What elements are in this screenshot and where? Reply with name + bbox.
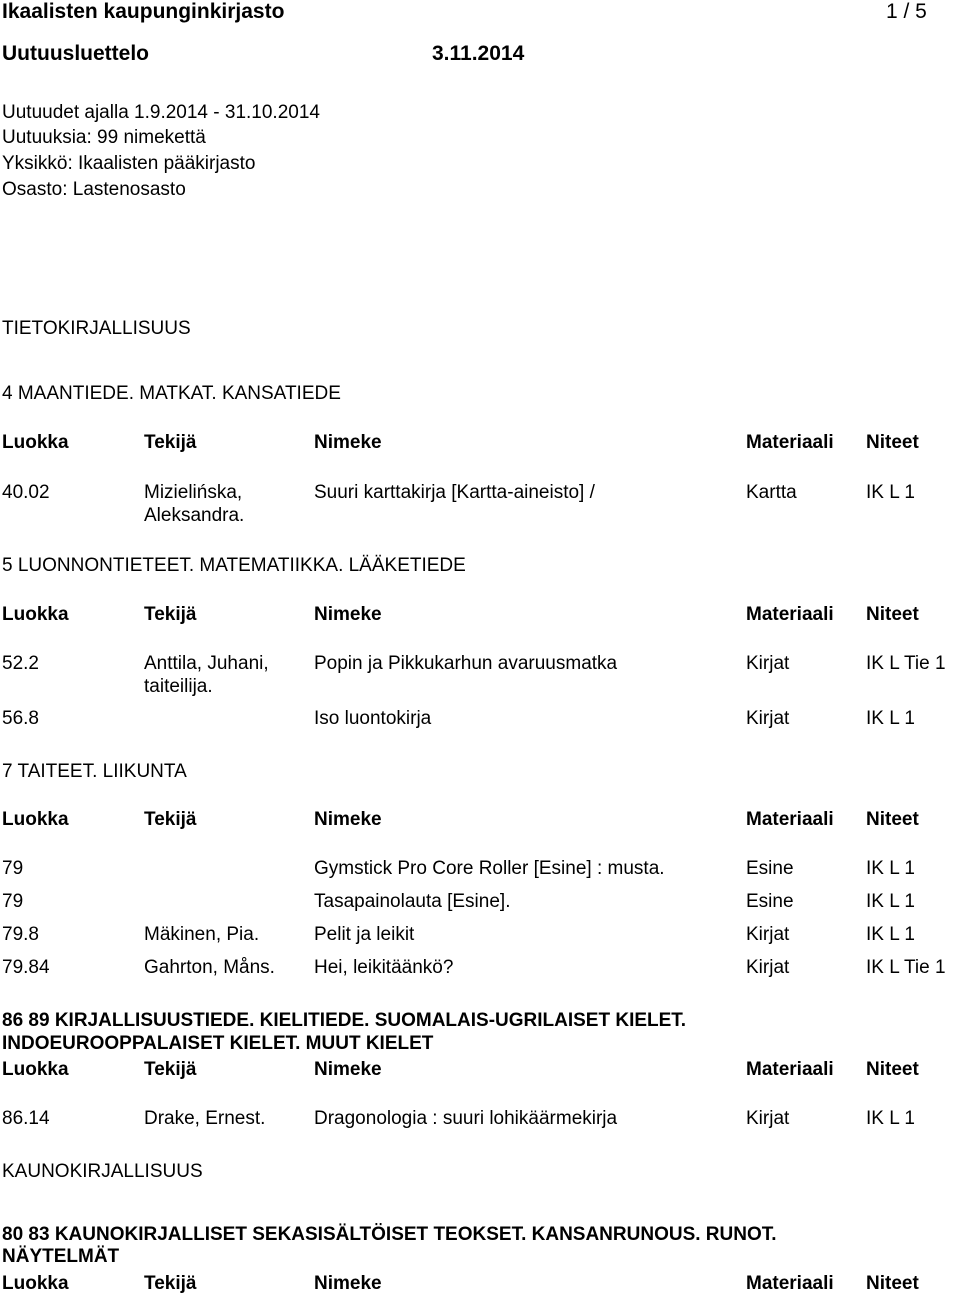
cell-nimeke: Pelit ja leikit <box>314 924 415 945</box>
col-materiaali: Materiaali <box>746 809 834 830</box>
meta-count: Uutuuksia: 99 nimekettä <box>2 127 206 148</box>
cell-tekija: Anttila, Juhani, <box>144 653 269 674</box>
col-materiaali: Materiaali <box>746 604 834 625</box>
section-heading-cont: NÄYTELMÄT <box>2 1246 120 1267</box>
col-luokka: Luokka <box>2 432 69 453</box>
main-section-heading: KAUNOKIRJALLISUUS <box>2 1161 203 1182</box>
col-tekija: Tekijä <box>144 432 197 453</box>
cell-niteet: IK L 1 <box>866 708 915 729</box>
cell-materiaali: Kirjat <box>746 1108 790 1129</box>
col-tekija: Tekijä <box>144 809 197 830</box>
cell-luokka: 79 <box>2 858 24 879</box>
cell-nimeke: Tasapainolauta [Esine]. <box>314 891 511 912</box>
catalog-date: 3.11.2014 <box>432 42 525 65</box>
cell-luokka: 79.8 <box>2 924 39 945</box>
col-niteet: Niteet <box>866 432 919 453</box>
cell-luokka: 52.2 <box>2 653 39 674</box>
cell-tekija: Gahrton, Måns. <box>144 957 275 978</box>
section-heading: 80 83 KAUNOKIRJALLISET SEKASISÄLTÖISET TEOKSET. KANSANRUNOUS. RUNOT. <box>2 1224 777 1245</box>
cell-niteet: IK L 1 <box>866 924 915 945</box>
cell-luokka: 40.02 <box>2 482 50 503</box>
cell-materiaali: Kirjat <box>746 957 790 978</box>
cell-nimeke: Hei, leikitäänkö? <box>314 957 454 978</box>
meta-dept: Osasto: Lastenosasto <box>2 179 186 200</box>
cell-nimeke: Iso luontokirja <box>314 708 432 729</box>
cell-niteet: IK L 1 <box>866 482 915 503</box>
col-materiaali: Materiaali <box>746 432 834 453</box>
cell-niteet: IK L 1 <box>866 858 915 879</box>
col-materiaali: Materiaali <box>746 1273 834 1294</box>
cell-materiaali: Kirjat <box>746 653 790 674</box>
cell-nimeke: Popin ja Pikkukarhun avaruusmatka <box>314 653 618 674</box>
col-tekija: Tekijä <box>144 1059 197 1080</box>
cell-luokka: 56.8 <box>2 708 39 729</box>
col-niteet: Niteet <box>866 1059 919 1080</box>
col-nimeke: Nimeke <box>314 1273 382 1294</box>
catalog-title: Uutuusluettelo <box>2 42 149 65</box>
cell-nimeke: Suuri karttakirja [Kartta-aineisto] / <box>314 482 595 503</box>
col-luokka: Luokka <box>2 809 69 830</box>
main-section-heading: TIETOKIRJALLISUUS <box>2 318 191 339</box>
col-niteet: Niteet <box>866 809 919 830</box>
section-heading: 7 TAITEET. LIIKUNTA <box>2 761 187 782</box>
col-luokka: Luokka <box>2 1059 69 1080</box>
section-heading-cont: INDOEUROOPPALAISET KIELET. MUUT KIELET <box>2 1033 434 1054</box>
cell-materiaali: Kartta <box>746 482 797 503</box>
col-tekija: Tekijä <box>144 604 197 625</box>
cell-nimeke: Gymstick Pro Core Roller [Esine] : musta. <box>314 858 665 879</box>
cell-luokka: 86.14 <box>2 1108 50 1129</box>
cell-niteet: IK L 1 <box>866 1108 915 1129</box>
col-nimeke: Nimeke <box>314 432 382 453</box>
cell-luokka: 79 <box>2 891 24 912</box>
cell-materiaali: Esine <box>746 891 794 912</box>
cell-materiaali: Esine <box>746 858 794 879</box>
cell-tekija-cont: taiteilija. <box>144 676 213 697</box>
cell-materiaali: Kirjat <box>746 924 790 945</box>
col-materiaali: Materiaali <box>746 1059 834 1080</box>
col-luokka: Luokka <box>2 1273 69 1294</box>
meta-range: Uutuudet ajalla 1.9.2014 - 31.10.2014 <box>2 102 320 123</box>
cell-niteet: IK L 1 <box>866 891 915 912</box>
section-heading: 4 MAANTIEDE. MATKAT. KANSATIEDE <box>2 383 341 404</box>
meta-unit: Yksikkö: Ikaalisten pääkirjasto <box>2 153 256 174</box>
col-nimeke: Nimeke <box>314 1059 382 1080</box>
page-number: 1 / 5 <box>886 0 927 23</box>
col-nimeke: Nimeke <box>314 809 382 830</box>
cell-nimeke: Dragonologia : suuri lohikäärmekirja <box>314 1108 618 1129</box>
col-tekija: Tekijä <box>144 1273 197 1294</box>
cell-tekija-cont: Aleksandra. <box>144 505 245 526</box>
section-heading: 86 89 KIRJALLISUUSTIEDE. KIELITIEDE. SUOMALAIS-UGRILAISET KIELET. <box>2 1010 687 1031</box>
cell-luokka: 79.84 <box>2 957 50 978</box>
col-niteet: Niteet <box>866 1273 919 1294</box>
cell-tekija: Mäkinen, Pia. <box>144 924 260 945</box>
col-nimeke: Nimeke <box>314 604 382 625</box>
col-luokka: Luokka <box>2 604 69 625</box>
cell-niteet: IK L Tie 1 <box>866 653 946 674</box>
cell-niteet: IK L Tie 1 <box>866 957 946 978</box>
col-niteet: Niteet <box>866 604 919 625</box>
cell-materiaali: Kirjat <box>746 708 790 729</box>
cell-tekija: Drake, Ernest. <box>144 1108 266 1129</box>
section-heading: 5 LUONNONTIETEET. MATEMATIIKKA. LÄÄKETIEDE <box>2 555 466 576</box>
cell-tekija: Mizielińska, <box>144 482 243 503</box>
library-name: Ikaalisten kaupunginkirjasto <box>2 0 285 23</box>
